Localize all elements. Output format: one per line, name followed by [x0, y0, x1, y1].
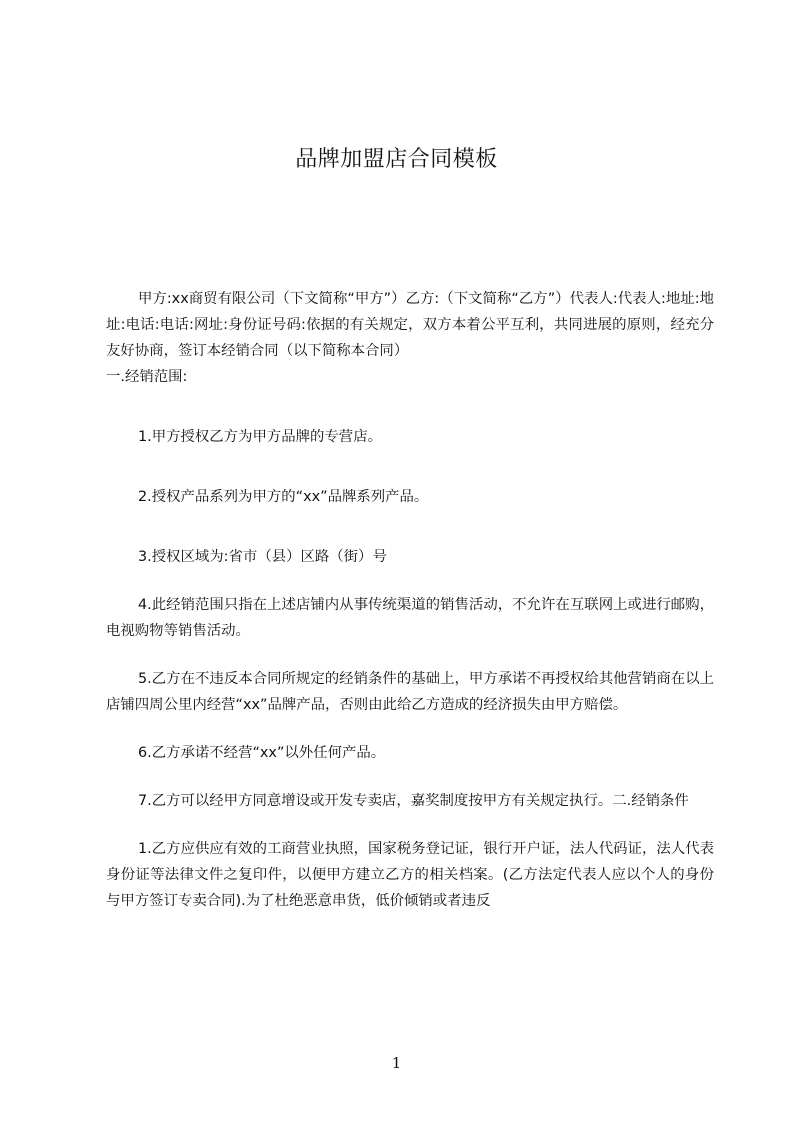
list-item: 5.乙方在不违反本合同所规定的经销条件的基础上，甲方承诺不再授权给其他营销商在以上店铺四周公里内经营“xx”品牌产品，否则由此给乙方造成的经济损失由甲方赔偿。 — [106, 671, 714, 713]
section-heading-scope: 一.经销范围: — [106, 369, 188, 385]
page-title: 品牌加盟店合同模板 — [295, 147, 498, 172]
list-item: 1.乙方应供应有效的工商营业执照，国家税务登记证，银行开户证，法人代码证，法人代表身份证等法律文件之复印件，以便甲方建立乙方的相关档案。(乙方法定代表人应以个人的身份与甲方签订专卖合同).为了杜绝恶意串货，低价倾销或者违反 — [106, 841, 714, 909]
paragraph-parties: 甲方:xx商贸有限公司（下文简称“甲方”）乙方:（下文简称“乙方”）代表人:代表人:地址:地址:电话:电话:网址:身份证号码:依据的有关规定，双方本着公平互利，共同进展的原则，经充分友好协商，签订本经销合同（以下简称本合同） — [106, 291, 714, 359]
page-number: 1 — [391, 1054, 402, 1072]
list-item: 1.甲方授权乙方为甲方品牌的专营店。 — [138, 429, 382, 445]
document-body — [106, 286, 714, 914]
list-item: 7.乙方可以经甲方同意增设或开发专卖店，嘉奖制度按甲方有关规定执行。二.经销条件 — [138, 793, 689, 809]
list-item: 4.此经销范围只指在上述店铺内从事传统渠道的销售活动，不允许在互联网上或进行邮购，电视购物等销售活动。 — [106, 597, 714, 639]
list-item: 3.授权区域为:省市（县）区路（街）号 — [138, 549, 387, 565]
list-item: 6.乙方承诺不经营“xx”以外任何产品。 — [138, 745, 386, 761]
list-item: 2.授权产品系列为甲方的“xx”品牌系列产品。 — [138, 489, 429, 505]
